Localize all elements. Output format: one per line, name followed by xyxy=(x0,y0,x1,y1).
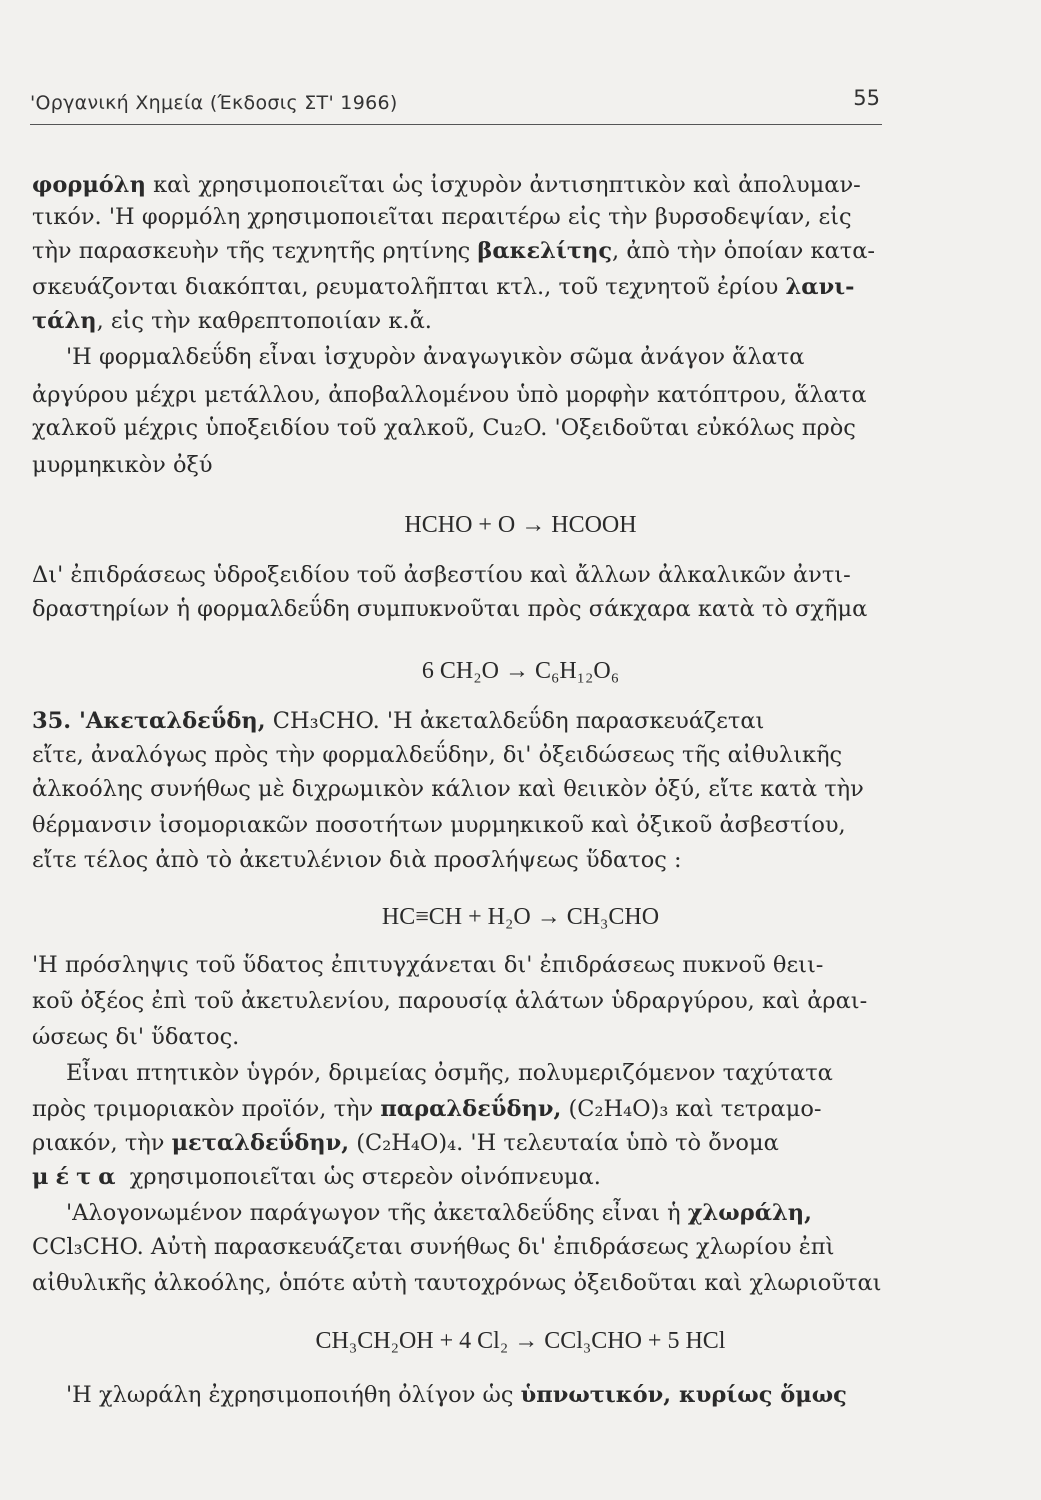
text-line: πρὸς τριμοριακὸν προϊόν, τὴν παραλδεΰδην, (C₂H₄O)₃ καὶ τετραμο- xyxy=(32,1096,822,1122)
text-line: Δι' ἐπιδράσεως ὑδροξειδίου τοῦ ἀσβεστίου καὶ ἄλλων ἀλκαλικῶν ἀντι- xyxy=(32,562,851,588)
text-line: χαλκοῦ μέχρις ὑποξειδίου τοῦ χαλκοῦ, Cu₂O. 'Οξειδοῦται εὐκόλως πρὸς xyxy=(32,415,856,441)
text-line: μυρμηκικὸν ὀξύ xyxy=(32,452,213,478)
text-line: 'Η χλωράλη ἐχρησιμοποιήθη ὀλίγον ὡς ὑπνωτικόν, κυρίως ὅμως xyxy=(66,1382,847,1408)
text-line: αἰθυλικῆς ἀλκοόλης, ὁπότε αὐτὴ ταυτοχρόνως ὀξειδοῦται καὶ χλωριοῦται xyxy=(32,1270,882,1296)
text-line: εἴτε τέλος ἀπὸ τὸ ἀκετυλένιον διὰ προσλήψεως ὕδατος : xyxy=(32,847,682,873)
running-title: 'Οργανική Χημεία (Έκδοσις ΣΤ' 1966) xyxy=(30,92,398,114)
text-line: θέρμανσιν ἰσομοριακῶν ποσοτήτων μυρμηκικοῦ καὶ ὀξικοῦ ἀσβεστίου, xyxy=(32,812,846,838)
text-line: Εἶναι πτητικὸν ὑγρόν, δριμείας ὀσμῆς, πολυμεριζόμενον ταχύτατα xyxy=(66,1060,833,1086)
text-line: φορμόλη καὶ χρησιμοποιεῖται ὡς ἰσχυρὸν ἀντισηπτικὸν καὶ ἀπολυμαν- xyxy=(32,172,861,198)
text-line: δραστηρίων ἡ φορμαλδεΰδη συμπυκνοῦται πρὸς σάκχαρα κατὰ τὸ σχῆμα xyxy=(32,596,868,622)
text-line: 'Αλογονωμένον παράγωγον τῆς ἀκεταλδεΰδης εἶναι ἡ χλωράλη, xyxy=(66,1200,812,1226)
text-line: 'Η πρόσληψις τοῦ ὕδατος ἐπιτυγχάνεται δι' ἐπιδράσεως πυκνοῦ θειι- xyxy=(32,952,824,978)
header-rule xyxy=(30,124,882,125)
page-number: 55 xyxy=(853,86,880,110)
text-line: τὴν παρασκευὴν τῆς τεχνητῆς ρητίνης βακελίτης, ἀπὸ τὴν ὁποίαν κατα- xyxy=(32,238,876,264)
text-line: CCl₃CHO. Αὐτὴ παρασκευάζεται συνήθως δι' ἐπιδράσεως χλωρίου ἐπὶ xyxy=(32,1234,835,1260)
text-line: τάλη, εἰς τὴν καθρεπτοποιίαν κ.ἄ. xyxy=(32,308,432,334)
page-header xyxy=(30,86,880,122)
section-heading-line: 35. 'Ακεταλδεΰδη, CH₃CHO. 'Η ἀκεταλδεΰδη παρασκευάζεται xyxy=(32,708,765,734)
text-line: κοῦ ὀξέος ἐπὶ τοῦ ἀκετυλενίου, παρουσίᾳ ἁλάτων ὑδραργύρου, καὶ ἀραι- xyxy=(32,988,868,1014)
text-line: ώσεως δι' ὕδατος. xyxy=(32,1024,240,1050)
equation-sugar: 6 CH₂O → C₆H₁₂O₆ xyxy=(421,658,620,684)
text-line: ἀργύρου μέχρι μετάλλου, ἀποβαλλομένου ὑπὸ μορφὴν κατόπτρου, ἅλατα xyxy=(32,382,867,408)
text-line: ριακόν, τὴν μεταλδεΰδην, (C₂H₄O)₄. 'Η τελευταία ὑπὸ τὸ ὄνομα xyxy=(32,1130,779,1156)
text-line: τικόν. 'Η φορμόλη χρησιμοποιεῖται περαιτέρω εἰς τὴν βυρσοδεψίαν, εἰς xyxy=(32,204,852,230)
equation-formic-acid: HCHO + O → HCOOH xyxy=(404,512,637,538)
text-line: 'Η φορμαλδεΰδη εἶναι ἰσχυρὸν ἀναγωγικὸν σῶμα ἀνάγον ἅλατα xyxy=(66,344,805,370)
equation-chloral: CH₃CH₂OH + 4 Cl₂ → CCl₃CHO + 5 HCl xyxy=(315,1328,726,1354)
equation-acetylene-hydration: HC≡CH + H₂O → CH₃CHO xyxy=(381,904,660,930)
text-line: σκευάζονται διακόπται, ρευματολῆπται κτλ., τοῦ τεχνητοῦ ἐρίου λανι- xyxy=(32,274,855,300)
text-line: ἀλκοόλης συνήθως μὲ διχρωμικὸν κάλιον καὶ θειικὸν ὀξύ, εἴτε κατὰ τὴν xyxy=(32,776,864,802)
text-line: μέτα χρησιμοποιεῖται ὡς στερεὸν οἰνόπνευμα. xyxy=(32,1164,601,1190)
text-line: εἴτε, ἀναλόγως πρὸς τὴν φορμαλδεΰδην, δι' ὀξειδώσεως τῆς αἰθυλικῆς xyxy=(32,742,843,768)
